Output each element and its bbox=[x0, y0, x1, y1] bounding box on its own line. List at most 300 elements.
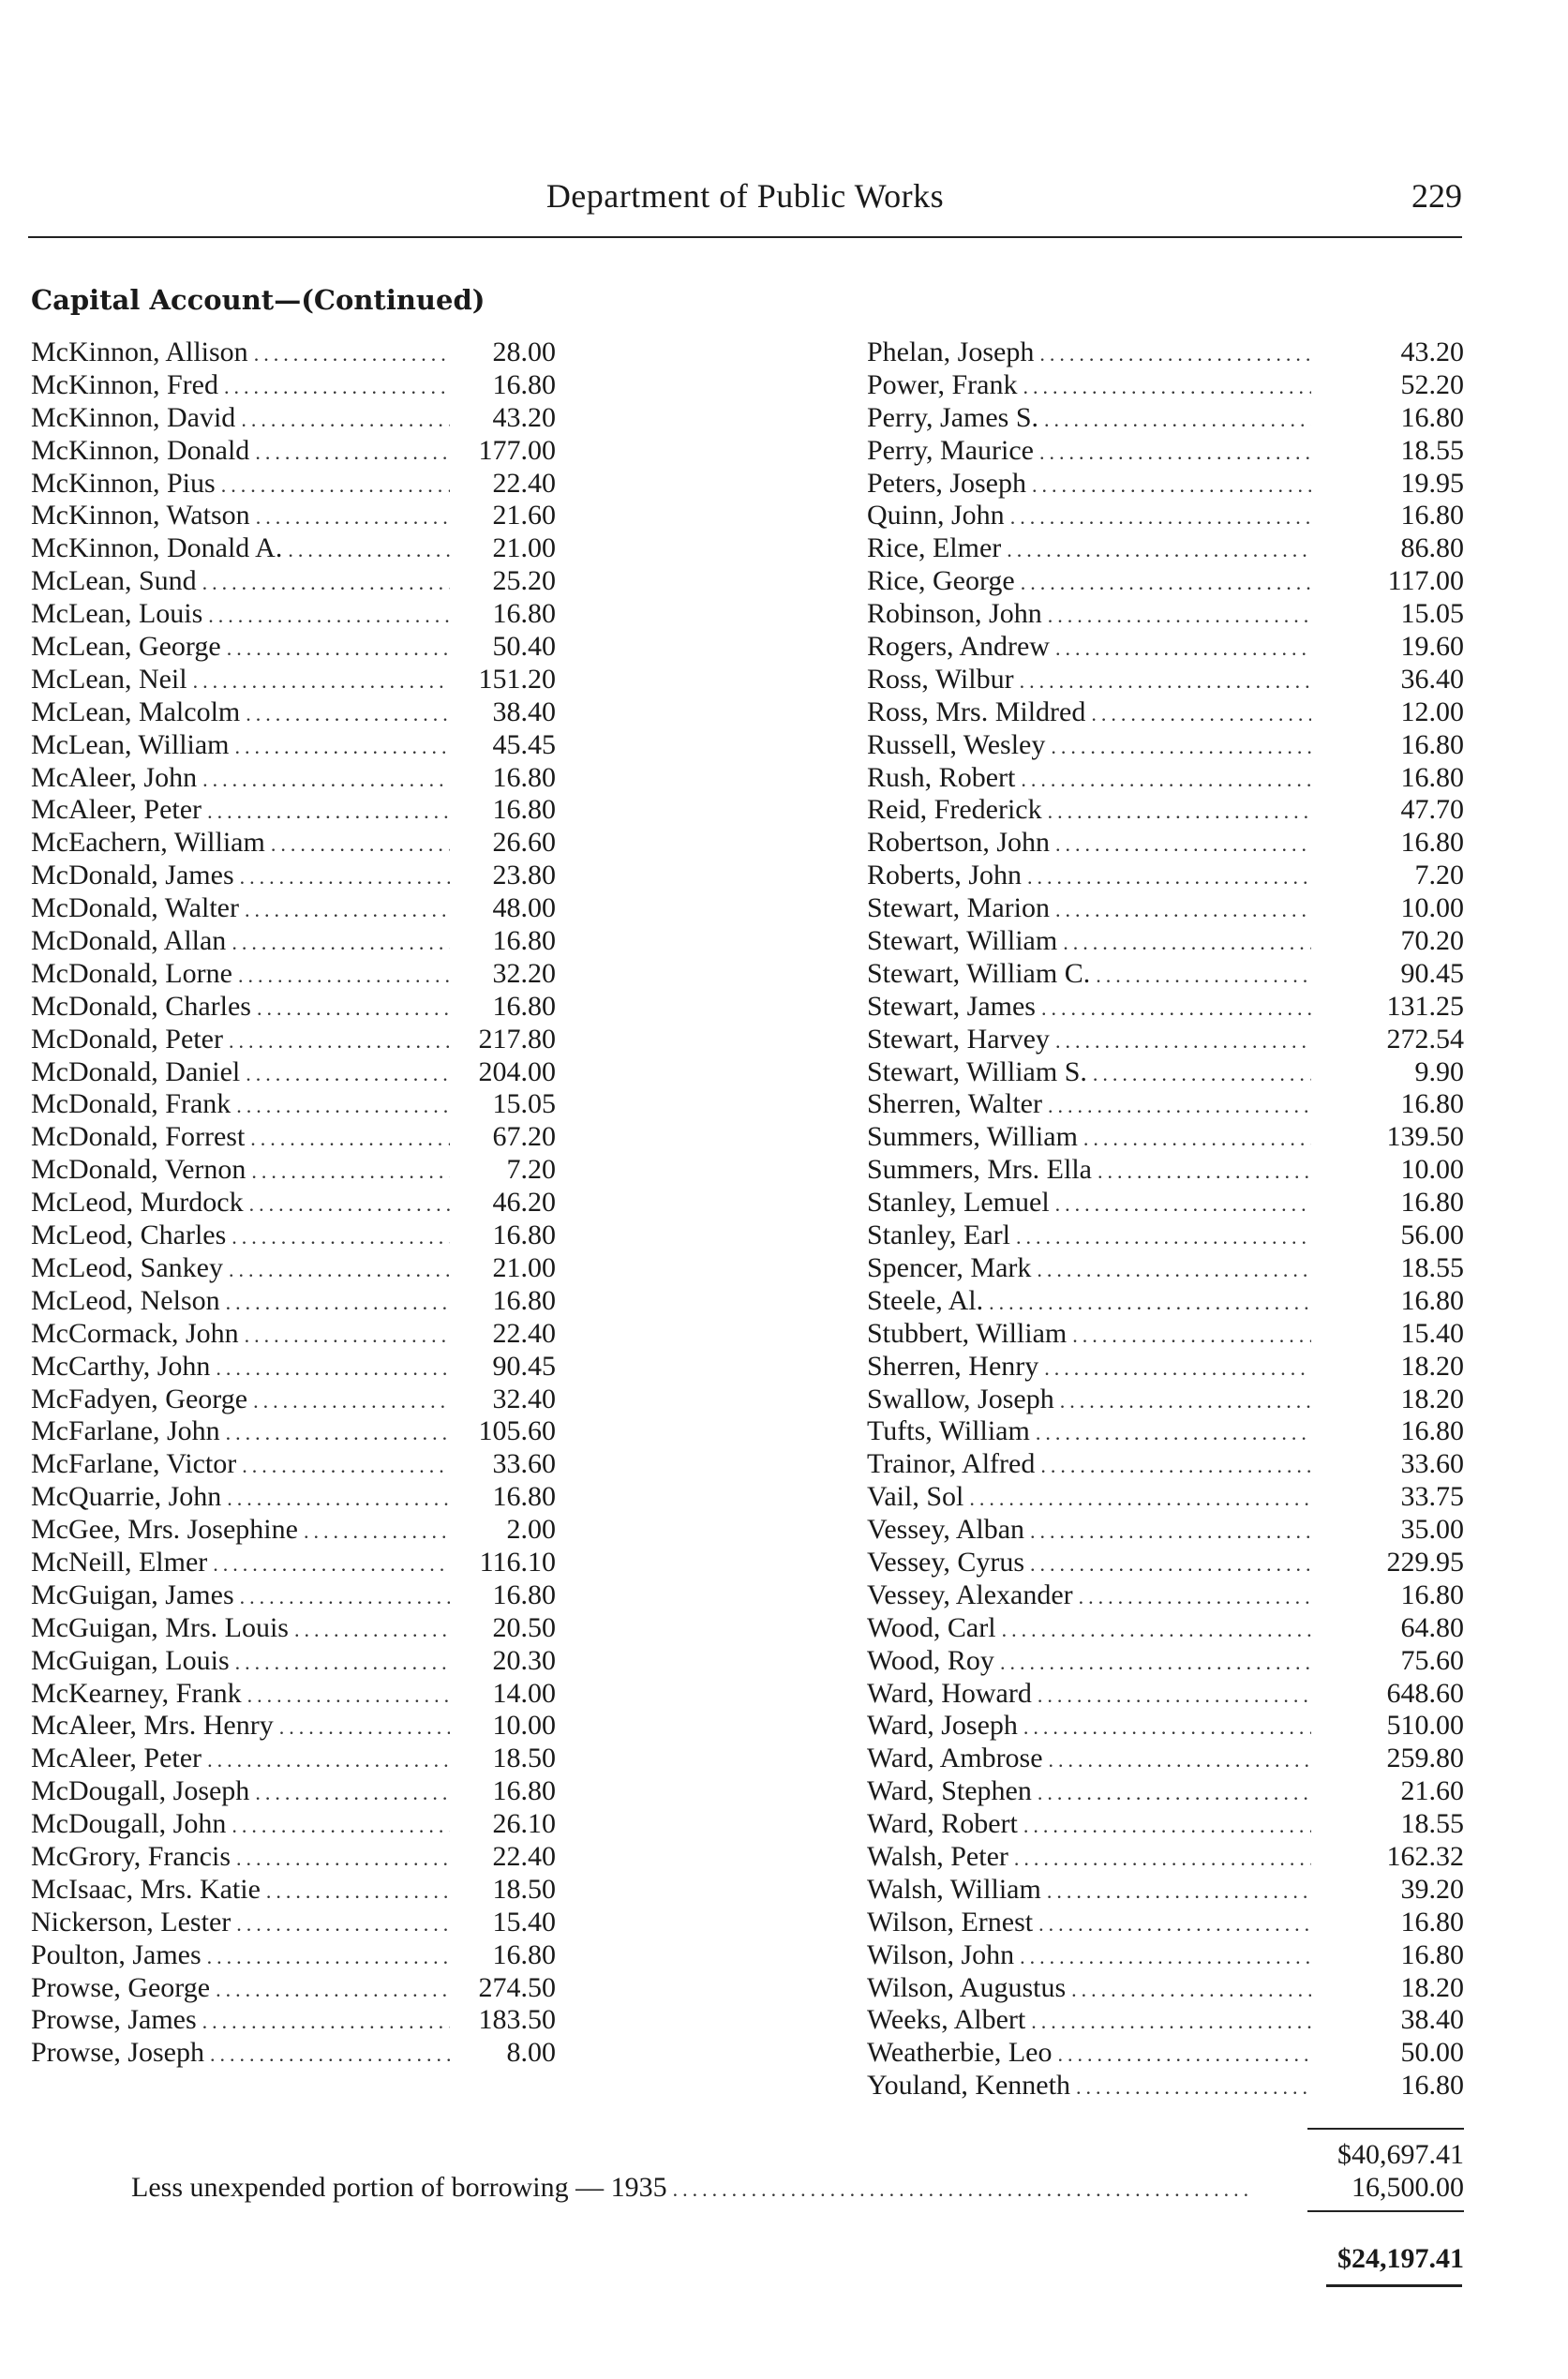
entry-amount: 23.80 bbox=[492, 860, 556, 891]
leader-dots bbox=[1041, 996, 1311, 1021]
leader-dots bbox=[251, 1160, 450, 1184]
section-title: Capital Account—(Continued) bbox=[31, 284, 485, 316]
entry-amount: 16.80 bbox=[1400, 761, 1464, 793]
leader-dots bbox=[1030, 1552, 1311, 1577]
entry-name: McGuigan, James bbox=[31, 1579, 234, 1610]
entry-amount: 16.80 bbox=[492, 794, 556, 826]
leader-dots bbox=[255, 1781, 450, 1805]
entry-row bbox=[867, 2004, 1464, 2037]
entry-amount: 26.10 bbox=[492, 1808, 556, 1840]
entry-row bbox=[31, 991, 589, 1024]
entry-name-area bbox=[867, 565, 1319, 597]
entry-amount: 38.40 bbox=[1400, 2004, 1464, 2036]
entry-amount: 33.60 bbox=[492, 1448, 556, 1480]
entry-row bbox=[31, 1481, 589, 1514]
entry-amount: 67.20 bbox=[492, 1121, 556, 1153]
entry-name: Weatherbie, Leo bbox=[867, 2037, 1053, 2069]
entry-name: Russell, Wesley bbox=[867, 728, 1046, 760]
entry-amount: 16.80 bbox=[1400, 401, 1464, 433]
entry-name: Perry, James S. bbox=[867, 401, 1039, 433]
entry-row bbox=[31, 1252, 589, 1285]
entry-amount: 22.40 bbox=[492, 1317, 556, 1349]
leader-dots bbox=[1040, 1454, 1311, 1478]
leader-dots bbox=[213, 1552, 450, 1577]
entry-row bbox=[867, 1547, 1464, 1579]
entry-name: McDonald, Vernon bbox=[31, 1154, 246, 1186]
entry-name: Rush, Robert bbox=[867, 761, 1016, 793]
leader-dots bbox=[227, 636, 450, 661]
entry-name-area bbox=[867, 1318, 1319, 1350]
leader-dots bbox=[231, 1814, 450, 1838]
entry-name-area bbox=[31, 435, 457, 467]
entry-name: Reid, Frederick bbox=[867, 794, 1042, 826]
entry-amount: 32.40 bbox=[492, 1383, 556, 1414]
entry-row bbox=[867, 1121, 1464, 1154]
leader-dots bbox=[231, 1225, 450, 1249]
entry-name: McKinnon, Allison bbox=[31, 337, 248, 367]
entry-row bbox=[31, 1612, 589, 1645]
entry-row bbox=[867, 337, 1464, 369]
entry-name: Poulton, James bbox=[31, 1938, 202, 1970]
entry-name: McDonald, Charles bbox=[31, 990, 251, 1022]
entry-amount: 33.60 bbox=[1400, 1448, 1464, 1480]
entry-amount: 50.40 bbox=[492, 631, 556, 663]
leader-dots bbox=[304, 1519, 450, 1544]
entry-amount: 18.55 bbox=[1400, 434, 1464, 466]
entry-name-area bbox=[867, 598, 1319, 630]
entry-amount: 259.80 bbox=[1386, 1743, 1464, 1774]
entry-name-area bbox=[867, 991, 1319, 1023]
entry-name-area bbox=[867, 1219, 1319, 1251]
entry-name-area bbox=[867, 500, 1319, 531]
entry-name-area bbox=[867, 631, 1319, 663]
entry-name: Wood, Carl bbox=[867, 1611, 996, 1643]
page-header bbox=[28, 176, 1462, 223]
entry-name-area bbox=[31, 925, 457, 957]
entry-row bbox=[31, 532, 589, 565]
entry-row bbox=[867, 827, 1464, 860]
entry-name: Swallow, Joseph bbox=[867, 1383, 1054, 1414]
entry-name-area bbox=[31, 1808, 457, 1840]
entry-amount: 16.80 bbox=[1400, 728, 1464, 760]
entry-name: McDonald, Peter bbox=[31, 1023, 223, 1055]
entry-name: Ward, Robert bbox=[867, 1808, 1018, 1840]
entry-name: McQuarrie, John bbox=[31, 1481, 222, 1513]
entry-name: McKearney, Frank bbox=[31, 1677, 242, 1709]
entry-name-area bbox=[867, 729, 1319, 761]
entry-row bbox=[867, 2070, 1464, 2102]
entry-row bbox=[867, 1710, 1464, 1743]
leader-dots bbox=[229, 1029, 450, 1054]
entry-name: McDonald, Lorne bbox=[31, 957, 232, 989]
entry-row bbox=[31, 827, 589, 860]
entry-amount: 70.20 bbox=[1400, 925, 1464, 957]
entry-row bbox=[31, 892, 589, 925]
entry-name-area bbox=[31, 532, 457, 564]
leader-dots bbox=[1010, 505, 1311, 530]
entry-amount: 48.00 bbox=[492, 892, 556, 924]
leader-dots bbox=[1083, 1127, 1311, 1151]
entry-name-area bbox=[31, 468, 457, 500]
leader-dots bbox=[1020, 669, 1311, 694]
leader-dots bbox=[1027, 865, 1311, 890]
entry-name: McKinnon, Donald bbox=[31, 434, 250, 466]
entry-row bbox=[31, 1972, 589, 2005]
entry-name-area bbox=[867, 1907, 1319, 1938]
entry-amount: 16.80 bbox=[492, 761, 556, 793]
entry-amount: 131.25 bbox=[1386, 990, 1464, 1022]
entry-name: Spencer, Mark bbox=[867, 1251, 1032, 1283]
entry-name: Vessey, Alban bbox=[867, 1514, 1025, 1546]
leader-dots bbox=[207, 1945, 450, 1969]
entry-name-area bbox=[867, 1710, 1319, 1742]
entry-amount: 229.95 bbox=[1386, 1546, 1464, 1578]
leader-dots bbox=[247, 1683, 450, 1708]
leader-dots bbox=[1055, 1029, 1311, 1054]
entry-row bbox=[867, 1645, 1464, 1678]
entry-name: McDonald, Forrest bbox=[31, 1121, 246, 1153]
entry-amount: 16.80 bbox=[492, 1481, 556, 1513]
entry-amount: 20.30 bbox=[492, 1644, 556, 1676]
entry-amount: 64.80 bbox=[1400, 1611, 1464, 1643]
entry-name-area bbox=[867, 1612, 1319, 1644]
entry-row bbox=[31, 1841, 589, 1874]
entry-name: Wilson, John bbox=[867, 1938, 1015, 1970]
leader-dots bbox=[1007, 538, 1311, 562]
leader-dots bbox=[1072, 1324, 1311, 1348]
entry-row bbox=[31, 631, 589, 664]
entry-amount: 9.90 bbox=[1414, 1055, 1464, 1087]
entry-amount: 28.00 bbox=[492, 337, 556, 367]
entry-row bbox=[867, 729, 1464, 762]
entry-row bbox=[867, 1351, 1464, 1384]
leader-dots bbox=[1076, 2075, 1311, 2100]
entry-row bbox=[31, 565, 589, 598]
entry-name: Rice, Elmer bbox=[867, 532, 1002, 564]
entry-name: Robinson, John bbox=[867, 598, 1042, 630]
leader-dots bbox=[242, 1454, 450, 1478]
leader-dots bbox=[1091, 702, 1311, 726]
entry-name-area bbox=[31, 1219, 457, 1251]
entry-name-area bbox=[31, 1939, 457, 1971]
entry-amount: 18.20 bbox=[1400, 1350, 1464, 1382]
entry-name-area bbox=[31, 860, 457, 891]
entry-row bbox=[31, 1514, 589, 1547]
entry-name-area bbox=[867, 2004, 1319, 2036]
entry-amount: 217.80 bbox=[478, 1023, 556, 1055]
entry-name-area bbox=[31, 1481, 457, 1513]
entry-name-area bbox=[31, 402, 457, 434]
entry-name: McLeod, Murdock bbox=[31, 1187, 244, 1219]
entry-row bbox=[867, 696, 1464, 729]
entry-amount: 18.55 bbox=[1400, 1808, 1464, 1840]
leader-dots bbox=[253, 1389, 450, 1414]
entry-row bbox=[31, 1088, 589, 1121]
entry-amount: 75.60 bbox=[1400, 1644, 1464, 1676]
entry-row bbox=[867, 1743, 1464, 1775]
entry-amount: 18.20 bbox=[1400, 1971, 1464, 2003]
entry-amount: 15.40 bbox=[492, 1906, 556, 1938]
entry-name: McLeod, Charles bbox=[31, 1219, 227, 1251]
entry-name-area bbox=[867, 1448, 1319, 1480]
entry-name: McKinnon, David bbox=[31, 401, 236, 433]
entry-name: Ward, Howard bbox=[867, 1677, 1032, 1709]
entry-name: McDonald, Daniel bbox=[31, 1055, 241, 1087]
leader-dots bbox=[1021, 571, 1311, 595]
entry-name-area bbox=[867, 762, 1319, 794]
entry-row bbox=[31, 1808, 589, 1841]
left-column bbox=[31, 337, 589, 2070]
entry-name-area bbox=[31, 337, 457, 368]
entry-amount: 12.00 bbox=[1400, 696, 1464, 727]
entry-amount: 116.10 bbox=[479, 1546, 556, 1578]
leader-dots bbox=[246, 1062, 450, 1086]
leader-dots bbox=[1037, 1258, 1311, 1282]
entry-amount: 16.80 bbox=[1400, 1088, 1464, 1120]
entry-row bbox=[867, 1285, 1464, 1318]
entry-name-area bbox=[31, 1547, 457, 1579]
entry-amount: 21.00 bbox=[492, 532, 556, 564]
entry-name-area bbox=[31, 1907, 457, 1938]
entry-amount: 16.80 bbox=[492, 990, 556, 1022]
entry-amount: 45.45 bbox=[492, 728, 556, 760]
leader-dots bbox=[1048, 800, 1311, 824]
leader-dots bbox=[229, 1258, 450, 1282]
less-label: Less unexpended portion of borrowing — 1935 bbox=[131, 2172, 667, 2203]
leader-dots bbox=[1047, 1879, 1311, 1904]
entry-name: McEachern, William bbox=[31, 827, 265, 859]
less-leader-dots bbox=[673, 2177, 1248, 2202]
entry-name-area bbox=[867, 664, 1319, 696]
leader-dots bbox=[969, 1487, 1311, 1511]
entry-row bbox=[867, 1678, 1464, 1711]
entry-name: Rogers, Andrew bbox=[867, 631, 1050, 663]
entry-row bbox=[31, 598, 589, 631]
entry-amount: 510.00 bbox=[1386, 1710, 1464, 1742]
entry-name: Walsh, William bbox=[867, 1873, 1041, 1905]
leader-dots bbox=[207, 1748, 450, 1773]
entry-name: Stewart, William S. bbox=[867, 1055, 1087, 1087]
entry-row bbox=[31, 1775, 589, 1808]
leader-dots bbox=[1048, 1094, 1311, 1118]
entry-name: Prowse, Joseph bbox=[31, 2037, 204, 2069]
entry-name: McNeill, Elmer bbox=[31, 1546, 208, 1578]
leader-dots bbox=[1023, 375, 1311, 399]
entry-row bbox=[867, 1448, 1464, 1481]
entry-name: Perry, Maurice bbox=[867, 434, 1034, 466]
entry-amount: 16.80 bbox=[1400, 827, 1464, 859]
entry-row bbox=[31, 729, 589, 762]
entry-name: McFarlane, Victor bbox=[31, 1448, 237, 1480]
entry-name: McAleer, John bbox=[31, 761, 198, 793]
entry-row bbox=[31, 1351, 589, 1384]
entry-name-area bbox=[31, 1384, 457, 1415]
entry-name-area bbox=[867, 696, 1319, 728]
leader-dots bbox=[236, 1847, 450, 1871]
entry-row bbox=[867, 402, 1464, 435]
entry-row bbox=[31, 500, 589, 532]
entry-amount: 648.60 bbox=[1386, 1677, 1464, 1709]
leader-dots bbox=[1096, 964, 1311, 988]
entry-name-area bbox=[867, 1088, 1319, 1120]
entry-amount: 25.20 bbox=[492, 565, 556, 597]
entry-amount: 20.50 bbox=[492, 1611, 556, 1643]
leader-dots bbox=[245, 1324, 450, 1348]
entry-amount: 16.80 bbox=[1400, 1938, 1464, 1970]
entry-name: Wood, Roy bbox=[867, 1644, 994, 1676]
entry-amount: 274.50 bbox=[478, 1971, 556, 2003]
leader-dots bbox=[1049, 1748, 1311, 1773]
entry-row bbox=[867, 1907, 1464, 1939]
entry-row bbox=[31, 1154, 589, 1187]
entry-name: McIsaac, Mrs. Katie bbox=[31, 1873, 261, 1905]
entry-name-area bbox=[867, 1187, 1319, 1219]
entry-name: Stewart, Marion bbox=[867, 892, 1050, 924]
leader-dots bbox=[249, 1192, 450, 1217]
entry-name: Stewart, Harvey bbox=[867, 1023, 1050, 1055]
entry-name-area bbox=[31, 1187, 457, 1219]
entry-amount: 16.80 bbox=[492, 1579, 556, 1610]
leader-dots bbox=[226, 1291, 450, 1315]
entry-name: Peters, Joseph bbox=[867, 467, 1026, 499]
entry-amount: 39.20 bbox=[1400, 1873, 1464, 1905]
leader-dots bbox=[221, 473, 450, 498]
entry-name-area bbox=[31, 565, 457, 597]
leader-dots bbox=[271, 832, 450, 857]
entry-amount: 2.00 bbox=[506, 1514, 556, 1546]
entry-amount: 204.00 bbox=[478, 1055, 556, 1087]
entry-name: Roberts, John bbox=[867, 860, 1022, 891]
entry-name-area bbox=[867, 925, 1319, 957]
leader-dots bbox=[1016, 1225, 1311, 1249]
entry-amount: 36.40 bbox=[1400, 663, 1464, 695]
leader-dots bbox=[1048, 604, 1311, 628]
leader-dots bbox=[989, 1291, 1311, 1315]
leader-dots bbox=[1071, 1978, 1311, 2002]
leader-dots bbox=[202, 2010, 450, 2034]
entry-amount: 19.95 bbox=[1400, 467, 1464, 499]
leader-dots bbox=[1023, 1814, 1311, 1838]
entry-name: Prowse, James bbox=[31, 2004, 197, 2036]
entry-row bbox=[867, 1088, 1464, 1121]
entry-amount: 177.00 bbox=[478, 434, 556, 466]
entry-amount: 16.80 bbox=[492, 1284, 556, 1316]
entry-amount: 18.20 bbox=[1400, 1383, 1464, 1414]
entry-row bbox=[867, 794, 1464, 827]
entry-name: McDonald, Frank bbox=[31, 1088, 231, 1120]
entry-name-area bbox=[867, 958, 1319, 990]
leader-dots bbox=[207, 800, 450, 824]
entry-amount: 16.80 bbox=[1400, 1187, 1464, 1219]
entry-row bbox=[867, 1972, 1464, 2005]
entry-row bbox=[31, 1579, 589, 1612]
entry-row bbox=[31, 664, 589, 696]
leader-dots bbox=[250, 1127, 450, 1151]
entry-amount: 32.20 bbox=[492, 957, 556, 989]
entry-row bbox=[31, 1415, 589, 1448]
entry-name: McGee, Mrs. Josephine bbox=[31, 1514, 298, 1546]
entry-amount: 26.60 bbox=[492, 827, 556, 859]
entry-row bbox=[867, 1612, 1464, 1645]
entry-name: McDonald, James bbox=[31, 860, 234, 891]
entry-row bbox=[31, 1907, 589, 1939]
entry-name: McLean, Malcolm bbox=[31, 696, 241, 727]
entry-name: Weeks, Albert bbox=[867, 2004, 1026, 2036]
entry-row bbox=[867, 532, 1464, 565]
entry-amount: 15.40 bbox=[1400, 1317, 1464, 1349]
entry-name-area bbox=[31, 1318, 457, 1350]
entry-name-area bbox=[867, 1841, 1319, 1873]
entry-name-area bbox=[867, 1285, 1319, 1317]
leader-dots bbox=[1079, 1585, 1311, 1609]
leader-dots bbox=[1036, 1421, 1311, 1445]
entry-name: Stewart, William bbox=[867, 925, 1058, 957]
entry-row bbox=[31, 925, 589, 958]
leader-dots bbox=[1021, 768, 1311, 792]
entry-row bbox=[867, 1252, 1464, 1285]
entry-name-area bbox=[867, 1972, 1319, 2004]
entry-row bbox=[31, 1874, 589, 1907]
entry-amount: 52.20 bbox=[1400, 368, 1464, 400]
entry-name-area bbox=[31, 1088, 457, 1120]
entry-amount: 21.60 bbox=[492, 500, 556, 531]
leader-dots bbox=[1055, 1192, 1311, 1217]
entry-row bbox=[867, 369, 1464, 402]
entry-name-area bbox=[867, 1056, 1319, 1088]
entry-name: McGuigan, Louis bbox=[31, 1644, 230, 1676]
entry-name-area bbox=[867, 1579, 1319, 1611]
entry-row bbox=[31, 860, 589, 892]
entry-row bbox=[867, 468, 1464, 501]
entry-name: Rice, George bbox=[867, 565, 1015, 597]
leader-dots bbox=[240, 1585, 450, 1609]
leader-dots bbox=[1098, 1160, 1311, 1184]
entry-amount: 19.60 bbox=[1400, 631, 1464, 663]
entry-row bbox=[31, 1384, 589, 1416]
leader-dots bbox=[1002, 1618, 1311, 1642]
entry-name: McKinnon, Fred bbox=[31, 368, 218, 400]
entry-amount: 16.80 bbox=[1400, 1579, 1464, 1610]
entry-name-area bbox=[31, 1448, 457, 1480]
entry-row bbox=[867, 598, 1464, 631]
entry-row bbox=[31, 2004, 589, 2037]
entry-row bbox=[31, 1939, 589, 1972]
entry-amount: 105.60 bbox=[478, 1415, 556, 1447]
entry-row bbox=[867, 958, 1464, 991]
entry-row bbox=[867, 435, 1464, 468]
leader-dots bbox=[231, 931, 450, 955]
entry-name: Wilson, Augustus bbox=[867, 1971, 1067, 2003]
entry-name-area bbox=[867, 1775, 1319, 1807]
entry-name: Stewart, William C. bbox=[867, 957, 1091, 989]
entry-name: McDonald, Walter bbox=[31, 892, 239, 924]
entry-name: McLean, Louis bbox=[31, 598, 203, 630]
entry-name: McGrory, Francis bbox=[31, 1840, 231, 1872]
entry-row bbox=[867, 631, 1464, 664]
entry-amount: 43.20 bbox=[1400, 337, 1464, 367]
entry-name-area bbox=[31, 762, 457, 794]
entry-name: McLeod, Sankey bbox=[31, 1251, 223, 1283]
entry-amount: 15.05 bbox=[492, 1088, 556, 1120]
leader-dots bbox=[210, 2042, 450, 2067]
entry-row bbox=[31, 762, 589, 795]
entry-amount: 16.80 bbox=[492, 925, 556, 957]
leader-dots bbox=[1030, 1519, 1311, 1544]
leader-dots bbox=[1031, 2010, 1311, 2034]
entry-row bbox=[867, 500, 1464, 532]
entry-row bbox=[31, 1285, 589, 1318]
leader-dots bbox=[202, 768, 450, 792]
